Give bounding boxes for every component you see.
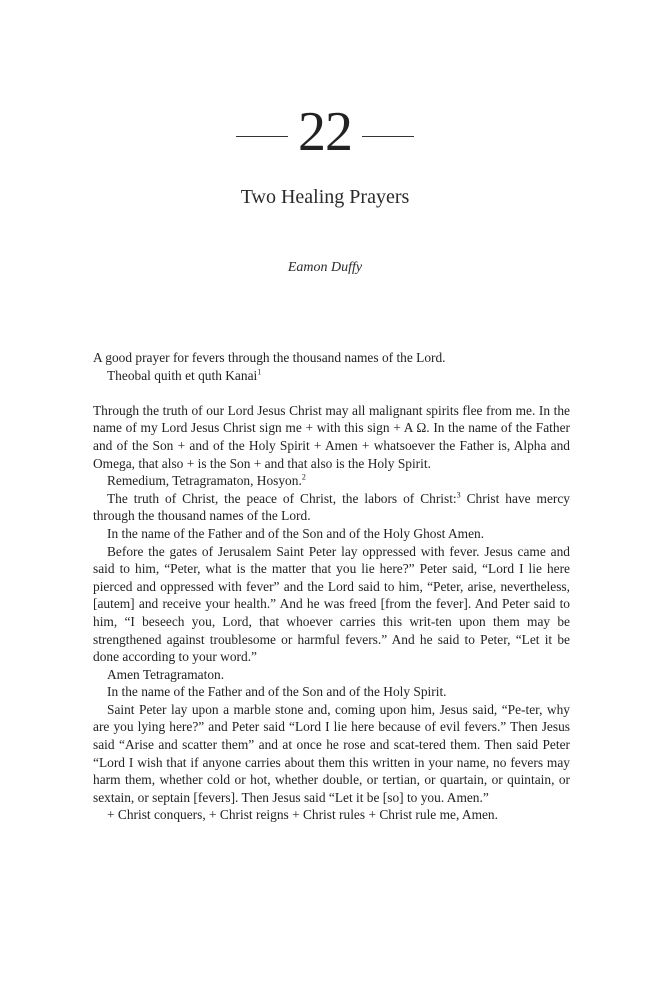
left-rule bbox=[236, 136, 288, 137]
paragraph: Saint Peter lay upon a marble stone and, coming upon him, Jesus said, “Pe-ter, why are you lying here?” and Peter said “Lord I lie here because of evil fevers.” Then Jesus said “Arise and scatter them” and at once he rose and scat-tered them. Then said Peter “Lord I wish that if anyone carries about them this written in your name, no fevers may harm them, whether cold or hot, whether double, or tertian, or quartain, or quintain, or sextain, or septain [fevers]. Then Jesus said “Let it be [so] to you. Amen.” bbox=[93, 701, 570, 805]
chapter-number-row bbox=[0, 100, 650, 164]
author-name: Eamon Duffy bbox=[287, 260, 363, 275]
paragraph: Theobal quith et quth Kanai$^1$ bbox=[107, 367, 262, 383]
right-rule bbox=[362, 136, 414, 137]
chapter-title: Two Healing Prayers bbox=[240, 186, 410, 208]
chapter-number: 22 bbox=[298, 101, 352, 163]
chapter-body bbox=[93, 349, 570, 824]
paragraph: The truth of Christ, the peace of Christ, the labors of Christ:$^3$ Christ have mercy through the thousand names of the Lord. bbox=[93, 490, 571, 524]
paragraph: In the name of the Father and of the Son and of the Holy Spirit. bbox=[107, 684, 447, 700]
footnote-marker: 3 bbox=[456, 490, 461, 500]
footnote-marker: 1 bbox=[257, 367, 262, 377]
paragraph: Remedium, Tetragramaton, Hosyon.$^2$ bbox=[107, 472, 306, 489]
paragraph: In the name of the Father and of the Son and of the Holy Ghost Amen. bbox=[107, 525, 485, 541]
chapter-header bbox=[0, 100, 650, 164]
paragraph: A good prayer for fevers through the thousand names of the Lord. bbox=[93, 350, 446, 365]
paragraph: + Christ conquers, + Christ reigns + Christ rules + Christ rule me, Amen. bbox=[107, 807, 498, 823]
section-break bbox=[93, 384, 570, 402]
paragraph: Amen Tetragramaton. bbox=[107, 666, 225, 682]
paragraph: Before the gates of Jerusalem Saint Peter lay oppressed with fever. Jesus came and said to him, “Peter, what is the matter that you lie here?” Peter said, “Lord I lie here pierced and oppressed with fever” and the Lord said to him, “Peter, arise, nevertheless, [autem] and receive your health.” And he was freed [from the fever]. And Peter said to him, “I beseech you, Lord, that whoever carries this writ-ten upon them may be strengthened against troublesome or harmful fevers.” And he said to Peter, “Let it be done according to your word.” bbox=[93, 543, 570, 665]
paragraph: Through the truth of our Lord Jesus Christ may all malignant spirits flee from me. In the name of my Lord Jesus Christ sign me + with this sign + A Ω. In the name of the Father and of the Son + and of the Holy Spirit + Amen + whatsoever the Father is, Alpha and Omega, that also + is the Son + and that also is the Holy Spirit. bbox=[93, 402, 570, 471]
footnote-marker: 2 bbox=[301, 472, 306, 482]
